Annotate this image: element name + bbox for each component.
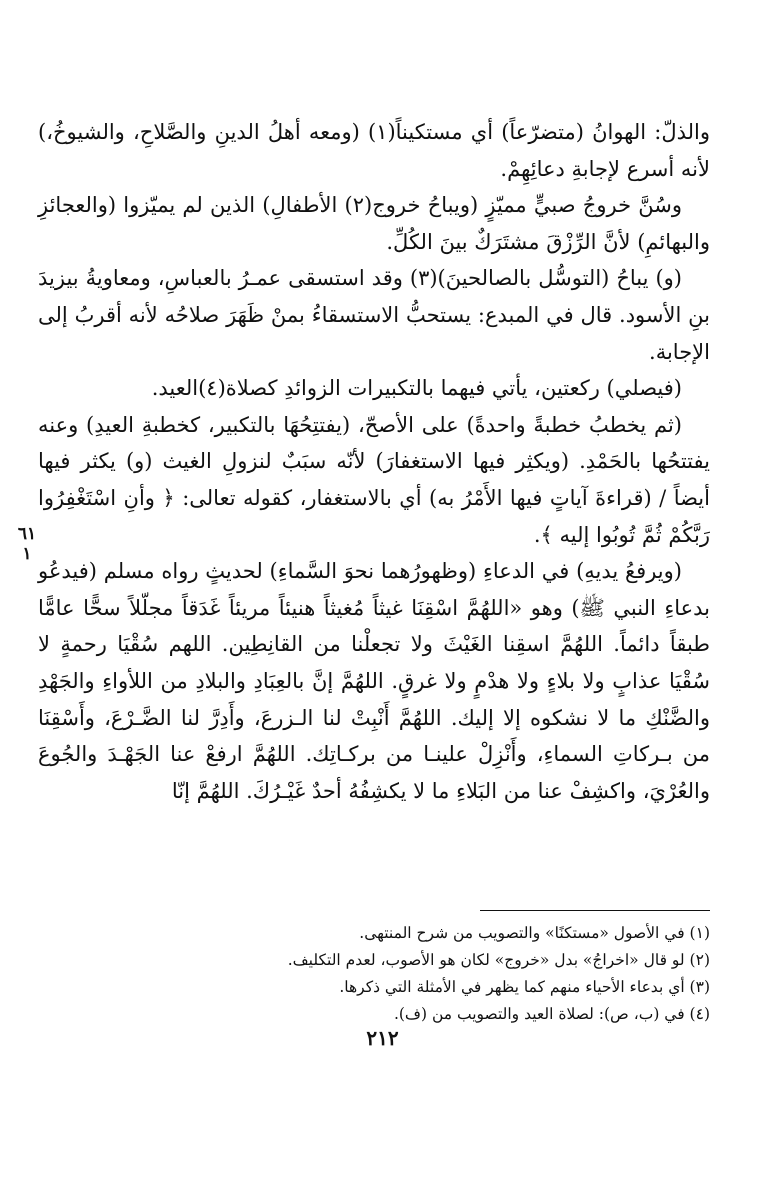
paragraph-6: (ويرفعُ يديهِ) في الدعاءِ (وظهورُهما نحوَ السَّماءِ) لحديثٍ رواه مسلم (فيدعُو بدعاءِ النبي ﷺ) وهو «اللهُمَّ اسْقِنَا غيثاً مُغيثاً هنيئاً مريئاً غَدَقاً مجلّلاً سحًّا عامًّا طبقاً دائماً. اللهُمَّ اسقِنا الغَيْثَ ولا تجعلْنا من القانِطِين. اللهم سُقْيَا رحمةٍ لا سُقْيَا عذابٍ ولا بلاءٍ ولا هدْمٍ ولا غرقٍ. اللهُمَّ إنَّ بالعِبَادِ والبلادِ من اللأواءِ والجَهْدِ والضَّنْكِ ما لا نشكوه إلا إليك. اللهُمَّ أَنْبِتْ لنا الـزرعَ، وأَدِرَّ لنا الضَّـرْعَ، وأَسْقِنَا من بـركاتِ السماءِ، وأَنْزِلْ علينـا من بركـاتِك. اللهُمَّ ارفعْ عنا الجَهْـدَ والجُوعَ والعُرْيَ، واكشِفْ عنا من البَلاءِ ما لا يكشِفُهُ أحدٌ غَيْـرُكَ. اللهُمَّ إنّا — [38, 559, 710, 803]
paragraph-5: (ثم يخطبُ خطبةً واحدةً) على الأصحّ، (يفتتِحُهَا بالتكبير، كخطبةِ العيدِ) وعنه يفتتحُها بالحَمْدِ. (ويكثِر فيها الاستغفارَ) لأنّه سبَبٌ لنزولِ الغيث (و) يكثر فيها أيضاً / (قراءةَ آياتٍ فيها الأَمْرُ به) أي بالاستغفار، كقوله تعالى: ﴿ وأنِ اسْتَغْفِرُوا رَبَّكُمْ ثُمَّ تُوبُوا إليه ﴾. — [38, 412, 710, 547]
paragraph-4: (فيصلي) ركعتين، يأتي فيهما بالتكبيرات الزوائدِ كصلاة(٤)العيد. — [151, 376, 682, 401]
paragraph-3: (و) يباحُ (التوسُّل بالصالحينَ)(٣) وقد استسقى عمـرُ بالعباسِ، ومعاويةُ بيزيدَ بنِ الأسود. قال في المبدع: يستحبُّ الاستسقاءُ بمنْ ظَهَرَ صلاحُه لأنه أقربُ إلى الإجابة. — [38, 266, 710, 364]
folio-number: ٦١ — [17, 524, 37, 544]
folio-side: ١ — [22, 544, 32, 564]
footnote-1: (١) في الأصول «مستكنًا» والتصويب من شرح المنتهى. — [359, 924, 710, 942]
footnote-divider — [480, 910, 710, 911]
paragraph-2: وسُنَّ خروجُ صبيٍّ مميّزٍ (ويباحُ خروج(٢) الأطفالِ) الذين لم يميّزوا (والعجائزِ والبهائمِ) لأنَّ الرِّزْقَ مشتَرَكٌ بينَ الكُلِّ. — [38, 193, 710, 254]
paragraph-1: والذلّ: الهوانُ (متضرّعاً) أي مستكيناً(١) (ومعه أهلُ الدينِ والصَّلاحِ، والشيوخُ،) لأنه أسرع لإجابةِ دعائِهِمْ. — [38, 120, 710, 181]
manuscript-folio-marker — [14, 524, 40, 564]
footnote-3: (٣) أي بدعاء الأحياء منهم كما يظهر في الأمثلة التي ذكرها. — [339, 978, 710, 996]
footnote-4: (٤) في (ب، ص): لصلاة العيد والتصويب من (ف). — [393, 1005, 710, 1023]
footnotes — [40, 920, 710, 1028]
footnote-2: (٢) لو قال «اخراجُ» بدل «خروج» لكان هو الأصوب، لعدم التكليف. — [287, 951, 710, 969]
page-number: ٢١٢ — [366, 1026, 399, 1050]
main-text — [38, 114, 710, 809]
